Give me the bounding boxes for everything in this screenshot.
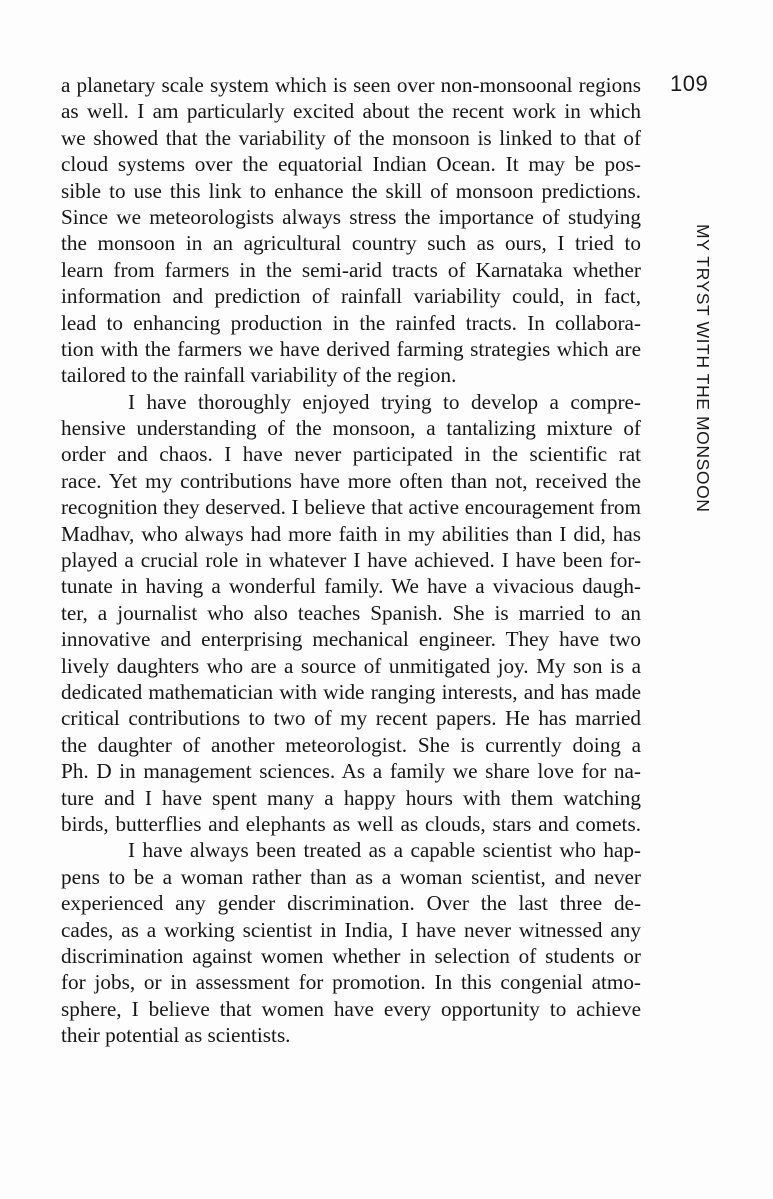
text-line: discrimination against women whether in selection of students or xyxy=(61,943,641,968)
paragraph-1 xyxy=(61,72,641,389)
paragraph-3 xyxy=(61,837,641,1048)
text-line: the daughter of another meteorologist. She is currently doing a xyxy=(61,732,641,757)
text-line: dedicated mathematician with wide ranging interests, and has made xyxy=(61,679,641,704)
text-line: Since we meteorologists always stress the importance of studying xyxy=(61,204,641,229)
text-line: experienced any gender discrimination. Over the last three de- xyxy=(61,891,641,916)
text-line: recognition they deserved. I believe that active encouragement from xyxy=(61,495,641,520)
text-line: played a crucial role in whatever I have achieved. I have been for- xyxy=(61,548,641,573)
text-line: sphere, I believe that women have every opportunity to achieve xyxy=(61,996,641,1021)
text-line: the monsoon in an agricultural country such as ours, I tried to xyxy=(61,231,641,256)
text-line: ter, a journalist who also teaches Spanish. She is married to an xyxy=(61,600,641,625)
text-line: information and prediction of rainfall variability could, in fact, xyxy=(61,284,641,309)
text-line: I have thoroughly enjoyed trying to develop a compre- xyxy=(128,389,641,414)
text-line: innovative and enterprising mechanical engineer. They have two xyxy=(61,627,641,652)
text-line: cades, as a working scientist in India, I have never witnessed any xyxy=(61,917,641,942)
text-line: tion with the farmers we have derived farming strategies which are xyxy=(61,336,641,361)
text-line: race. Yet my contributions have more often than not, received the xyxy=(61,468,641,493)
text-line: cloud systems over the equatorial Indian Ocean. It may be pos- xyxy=(61,152,641,177)
text-line: tunate in having a wonderful family. We have a vivacious daugh- xyxy=(61,574,641,599)
text-line: for jobs, or in assessment for promotion. In this congenial atmo- xyxy=(61,970,641,995)
text-line: Madhav, who always had more faith in my abilities than I did, has xyxy=(61,521,641,546)
text-line: critical contributions to two of my recent papers. He has married xyxy=(61,706,641,731)
text-line: we showed that the variability of the monsoon is linked to that of xyxy=(61,125,641,150)
text-line: sible to use this link to enhance the skill of monsoon predictions. xyxy=(61,178,641,203)
text-line: pens to be a woman rather than as a woman scientist, and never xyxy=(61,864,641,889)
text-line: their potential as scientists. xyxy=(61,1023,291,1048)
text-line: order and chaos. I have never participated in the scientific rat xyxy=(61,442,641,467)
text-line: tailored to the rainfall variability of the region. xyxy=(61,363,457,388)
text-line: as well. I am particularly excited about the recent work in which xyxy=(61,99,641,124)
text-line: hensive understanding of the monsoon, a tantalizing mixture of xyxy=(61,416,641,441)
text-line: I have always been treated as a capable scientist who hap- xyxy=(128,838,641,863)
text-line: ture and I have spent many a happy hours with them watching xyxy=(61,785,641,810)
paragraph-2 xyxy=(61,389,641,838)
text-line: a planetary scale system which is seen over non-monsoonal regions xyxy=(61,73,641,97)
text-line: lively daughters who are a source of unmitigated joy. My son is a xyxy=(61,653,641,678)
text-line: lead to enhancing production in the rainfed tracts. In collabora- xyxy=(61,310,641,335)
body-text xyxy=(61,72,641,1048)
text-line: Ph. D in management sciences. As a family we share love for na- xyxy=(61,759,641,784)
page-number: 109 xyxy=(670,71,709,96)
text-line: birds, butterflies and elephants as well as clouds, stars and comets. xyxy=(61,811,641,836)
text-line: learn from farmers in the semi-arid tracts of Karnataka whether xyxy=(61,257,641,282)
running-head: MY TRYST WITH THE MONSOON xyxy=(693,224,713,513)
